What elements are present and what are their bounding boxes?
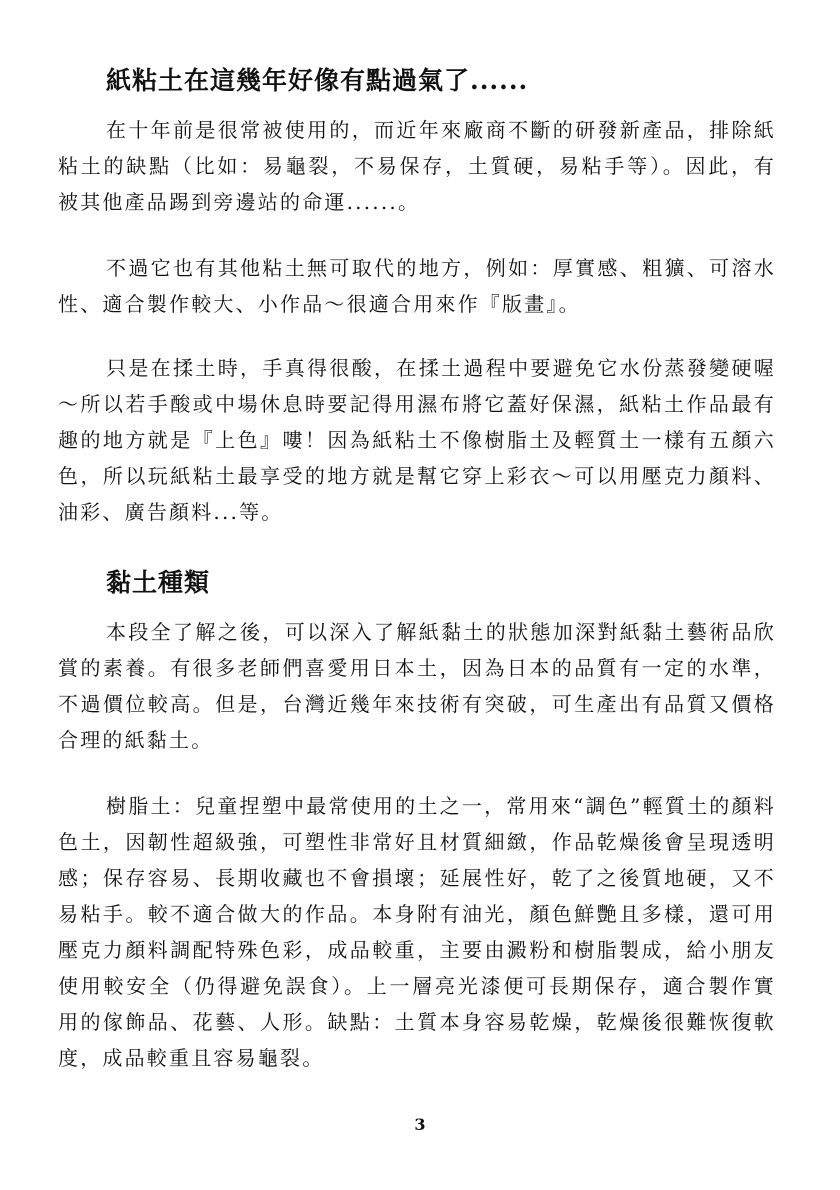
paragraph-resin-clay: 樹脂土：兒童捏塑中最常使用的土之一，常用來“調色”輕質土的顏料色土，因韌性超級強，可塑性非常好且材質細緻，作品乾燥後會呈現透明感；保存容易、長期收藏也不會損壞；延展性好，乾了之後質地硬，又不易粘手。較不適合做大的作品。本身附有油光，顏色鮮艷且多樣，還可用壓克力顏料調配特殊色彩，成品較重，主要由澱粉和樹脂製成，給小朋友使用較安全（仍得避免誤食）。上一層亮光漆便可長期保存，適合製作實用的傢飾品、花藝、人形。缺點：土質本身容易乾燥，乾燥後很難恢復軟度，成品較重且容易龜裂。 xyxy=(58,794,776,1070)
page-number: 3 xyxy=(414,1115,426,1134)
paragraph-kneading-coloring: 只是在揉土時，手真得很酸，在揉土過程中要避免它水份蒸發變硬喔～所以若手酸或中場休息時要記得用濕布將它蓋好保濕，紙粘土作品最有趣的地方就是『上色』嘍！因為紙粘土不像樹脂土及輕質土一樣有五顏六色，所以玩紙粘土最享受的地方就是幫它穿上彩衣～可以用壓克力顏料、油彩、廣告顏料...等。 xyxy=(58,356,776,524)
section-heading-clay-types: 黏土種類 xyxy=(106,568,211,597)
paragraph-advantages: 不過它也有其他粘土無可取代的地方，例如：厚實感、粗獷、可溶水性、適合製作較大、小作品～很適合用來作『版畫』。 xyxy=(58,256,776,316)
section-heading-paper-clay: 紙粘土在這幾年好像有點過氣了...... xyxy=(106,66,529,95)
paragraph-history: 在十年前是很常被使用的，而近年來廠商不斷的研發新產品，排除紙粘土的缺點（比如：易龜裂，不易保存，土質硬，易粘手等）。因此，有被其他產品踢到旁邊站的命運......。 xyxy=(58,118,776,214)
paragraph-clay-overview: 本段全了解之後，可以深入了解紙黏土的狀態加深對紙黏土藝術品欣賞的素養。有很多老師們喜愛用日本土，因為日本的品質有一定的水準，不過價位較高。但是，台灣近幾年來技術有突破，可生產出有品質又價格合理的紙黏土。 xyxy=(58,620,776,752)
